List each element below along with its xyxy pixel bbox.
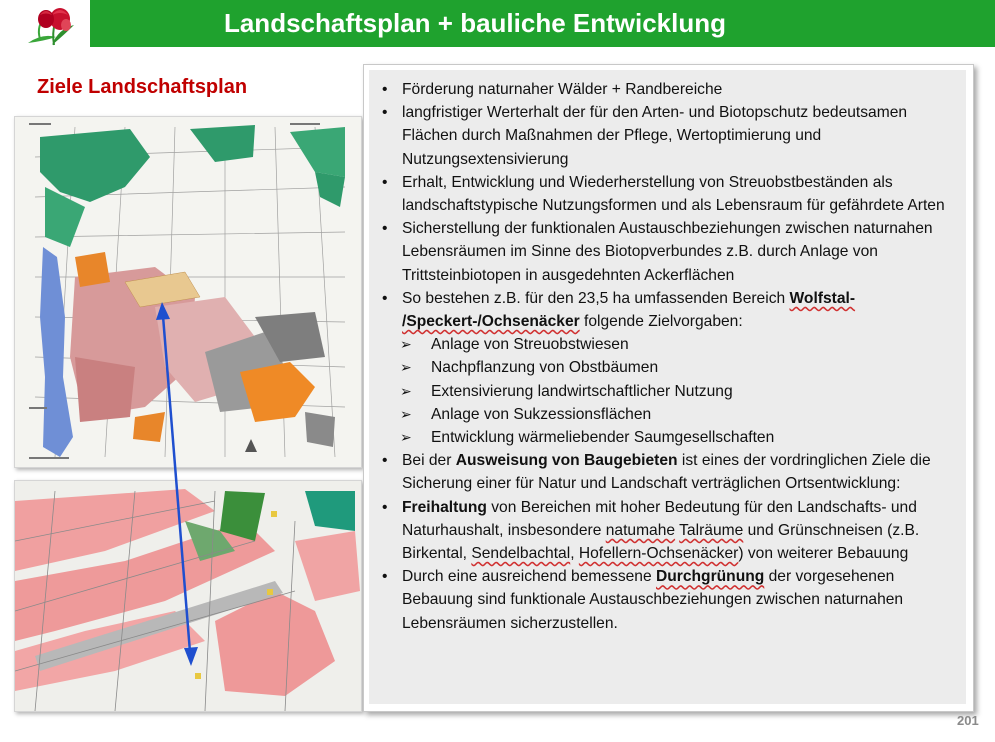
list-item: • Förderung naturnaher Wälder + Randbereiche [382, 81, 723, 98]
chevron-right-icon: ➢ [400, 336, 412, 353]
list-item: • Erhalt, Entwicklung und Wiederherstellung von Streuobstbeständen als landschaftstypische Nutzungsformen und als Lebensraum für gefährdete Arten [382, 173, 945, 215]
chevron-right-icon: ➢ [400, 382, 412, 399]
sub-list-item: ➢ Extensivierung landwirtschaftlicher Nutzung [379, 380, 959, 403]
title-bar [0, 0, 995, 50]
sub-list-item: ➢ Anlage von Streuobstwiesen [379, 333, 959, 356]
page-number: 201 [957, 713, 979, 728]
goals-text-panel [363, 64, 974, 712]
land-use-map-detail [14, 480, 362, 712]
chevron-right-icon: ➢ [400, 359, 412, 376]
land-use-map-overview [14, 116, 362, 468]
tulip-logo-icon [22, 3, 86, 47]
list-item: • Sicherstellung der funktionalen Austauschbeziehungen zwischen naturnahen Lebensräumen im Sinne des Biotopverbundes z.B. durch Anlage von Trittsteinbiotopen in ausgedehnten Ackerflächen [382, 220, 933, 284]
sub-list-item: ➢ Entwicklung wärmeliebender Saumgesellschaften [379, 426, 959, 449]
list-item: • Durch eine ausreichend bemessene Durchgrünung der vorgesehenen Bebauung sind funktionale Austauschbeziehungen zwischen naturnahen Lebensräumen sicherzustellen. [382, 568, 904, 632]
page-title: Landschaftsplan + bauliche Entwicklung [223, 8, 727, 38]
chevron-right-icon: ➢ [400, 405, 412, 422]
goals-list [379, 78, 959, 635]
section-heading: Ziele Landschaftsplan [37, 76, 248, 98]
goals-text-background [369, 70, 966, 704]
sub-list-item: ➢ Nachpflanzung von Obstbäumen [379, 356, 959, 379]
list-item: • So bestehen z.B. für den 23,5 ha umfassenden Bereich Wolfstal- /Speckert-/Ochsenäcker folgende Zielvorgaben: [382, 289, 856, 331]
chevron-right-icon: ➢ [400, 429, 412, 446]
list-item: • Bei der Ausweisung von Baugebieten ist eines der vordringlichen Ziele die Sicherung einer für Natur und Landschaft verträglichen Ortsentwicklung: [382, 452, 931, 493]
sub-list-item: ➢ Anlage von Sukzessionsflächen [379, 403, 959, 426]
list-item: • Freihaltung von Bereichen mit hoher Bedeutung für den Landschafts- und Naturhaushalt, insbesondere natumahe Talräume und Grünschneisen (z.B. Birkental, Sendelbachtal, Hofellern-Ochsenäcker) von weiterer Bebauung [382, 498, 920, 563]
list-item: • langfristiger Werterhalt der für den Arten- und Biotopschutz bedeutsamen Flächen durch Maßnahmen der Pflege, Wertoptimierung und Nutzungsextensivierung [382, 104, 908, 168]
